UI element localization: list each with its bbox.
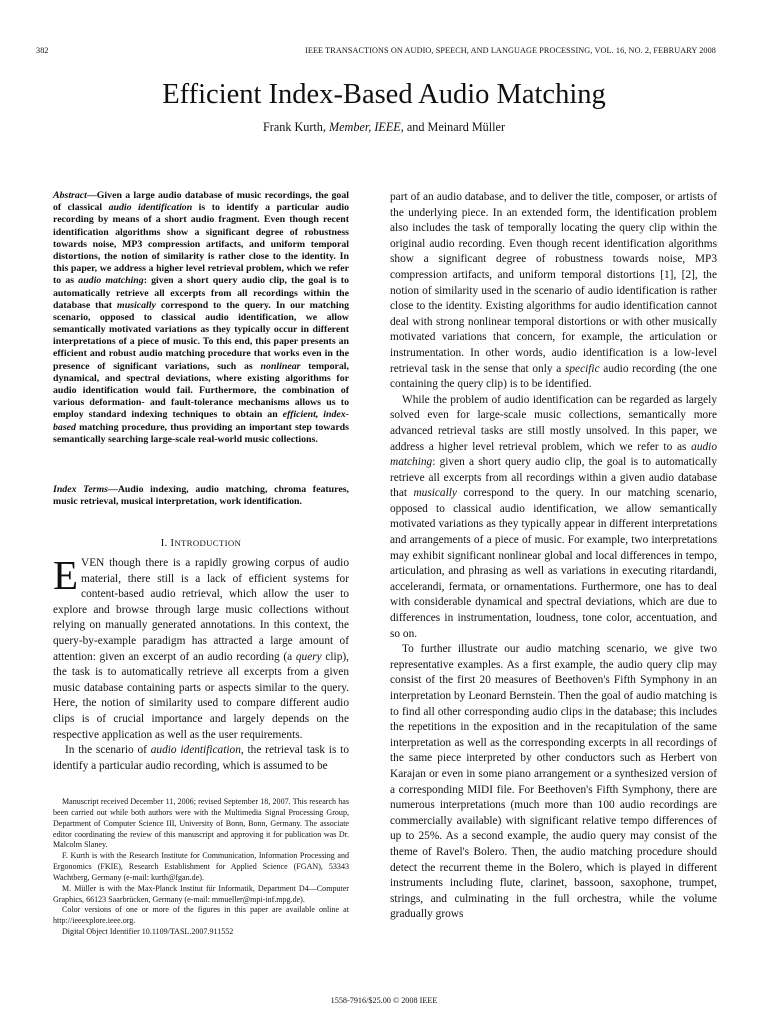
footnote-mueller: M. Müller is with the Max-Planck Institut für Informatik, Department D4—Computer Graphics, 66123 Saarbrücken, Germany (e-mail: mmueller@mpi-inf.mpg.de).: [53, 883, 349, 904]
right-paragraph-3: To further illustrate our audio matching scenario, we give two representative examples. As a first example, the audio query clip may consist of the first 20 measures of Beethoven's Fifth Symphony in an interpretation by Leonard Bernstein. Then the goal of audio matching is to find all other corresponding audio clips in the database; this includes the repetitions in the exposition and in the recapitulation of the same interpretation as well as the corresponding excerpts in all recordings of the same piece interpreted by other conductors such as Herbert von Karajan or even in some piano arrangement or a synthesized version of a corresponding MIDI file. For Beethoven's Fifth Symphony, there are numerous interpretations (much more than 100 audio recordings are commercially available) with significant relative tempo differences of up to 25%. As a second example, the audio query may consist of the theme of Ravel's Bolero. Then, the audio matching procedure should detect the recurrent theme in the Bolero, which is played in different instruments including flute, clarinet, bassoon, saxophone, trumpet, strings, and culminating in the full orchestra, while the volume gradually grows: [390, 643, 717, 921]
index-terms: [53, 484, 349, 509]
body-text: While the problem of audio identification can be regarded as largely solved even for large-scale music collections, semantically more advanced retrieval tasks are still mostly unsolved. In this paper, we address a higher level retrieval problem, which we refer to as: [390, 393, 717, 453]
section-initial: I: [170, 538, 175, 549]
body-text: audio recording (the one containing the query clip) is to be identified.: [390, 362, 717, 391]
body-emphasis: musically: [413, 487, 457, 500]
footnote-kurth: F. Kurth is with the Research Institute for Communication, Information Processing and Ergonomics (FKIE), Research Establishment for Applied Science (FGAN), 53343 Wachtberg, Germany (e-mail: kurth@fgan.de).: [53, 851, 349, 882]
introduction-text: [53, 552, 349, 774]
intro-text: , the retrieval task is to identify a particular audio recording, which is assumed to be: [53, 744, 349, 772]
abstract: [53, 190, 349, 446]
abstract-emphasis: efficient, index-based: [53, 409, 349, 433]
section-title-rest: NTRODUCTION: [174, 538, 242, 548]
abstract-text: is to identify a particular audio recording by means of a short audio fragment. Even though recent identification algorithms show a significant degree of robustness towards noise, MP3 compression artifacts, and uniform temporal distortions, the notion of similarity is rather close to the identity. In this paper, we address a higher level retrieval problem, which we refer to as: [53, 202, 350, 287]
journal-name: IEEE TRANSACTIONS ON AUDIO, SPEECH, AND LANGUAGE PROCESSING, VOL. 16, NO. 2, FEBRUARY 2008: [305, 46, 716, 55]
author-mueller: Meinard Müller: [427, 120, 506, 134]
author-kurth: Frank Kurth,: [262, 120, 326, 134]
abstract-text: : given a short query audio clip, the goal is to automatically retrieve all excerpts from all recordings within the database that: [53, 275, 350, 311]
section-heading-introduction: [53, 538, 349, 549]
body-text: part of an audio database, and to deliver the title, composer, or artists of the underlying piece. In an extended form, the identification problem also includes the task of temporally locating the query clip within the original audio recording. Even though recent identification algorithms show a significant degree of robustness towards noise, MP3 compression artifacts, and uniform temporal distortions [1], [2], the notion of similarity used in the scenario of audio identification is rather close to the identity. Existing algorithms for audio identification cannot deal with strong nonlinear temporal distortions or with other musically motivated variations that concern, for example, the articulation or instrumentation. In other words, audio identification is a low-level retrieval task in the sense that only a: [390, 191, 717, 375]
body-text: : given a short query audio clip, the goal is to automatically retrieve all excerpts from all recordings within a given audio database that: [390, 456, 717, 500]
abstract-emphasis: audio identification: [108, 202, 193, 214]
footnotes: [53, 797, 349, 938]
body-emphasis: audio matching: [390, 440, 717, 469]
body-text: correspond to the query. In our matching scenario, opposed to classical audio identification, we allow semantically motivated variations as they typically appear in different interpretations and arrangements of a piece of music. For example, two interpretations may exhibit significant nonlinear global and local differences in tempo, articulation, and phrasing as well as variations in executing ritardandi, accelerandi, fermata, or ornamentations. Furthermore, one has to deal with considerable dynamical and spectral deviations, which are due to differences in instrumentation, loudness, tone color, accentuation, and so on.: [390, 487, 717, 640]
footnote-color: Color versions of one or more of the figures in this paper are available online at http://ieeexplore.ieee.org.: [53, 905, 349, 926]
intro-paragraph-1: [53, 552, 349, 743]
drop-cap: E: [53, 552, 79, 598]
right-column-text: [390, 190, 717, 923]
abstract-text: temporal, dynamical, and spectral deviations, where existing algorithms for audio identification would fail. Furthermore, the combination of various deformation- and fault-tolerance mechanisms allows us to employ standard indexing techniques to obtain an: [53, 360, 349, 421]
intro-text: VEN though there is a rapidly growing corpus of audio material, there still is a lack of efficient systems for content-based audio retrieval, which allow the user to explore and browse through large music collections without relying on manually generated annotations. In this context, the query-by-example paradigm has attracted a large amount of attention: given an excerpt of an audio recording (a: [53, 557, 349, 663]
section-number: I.: [160, 538, 171, 549]
right-paragraph-1: [390, 190, 717, 393]
author-line: [0, 120, 768, 135]
footer-copyright: 1558-7916/$25.00 © 2008 IEEE: [330, 996, 438, 1005]
paper-title: Efficient Index-Based Audio Matching: [162, 79, 606, 110]
footnote-manuscript: Manuscript received December 11, 2006; revised September 18, 2007. This research has been carried out while both authors were with the Multimedia Signal Processing Group, Department of Computer Science III, University of Bonn, Bonn, Germany. The associate editor coordinating the review of this manuscript and approving it for publication was Dr. Malcolm Slaney.: [53, 797, 349, 850]
intro-text: clip), the task is to automatically retrieve all excerpts from a given music database containing parts or aspects similar to the query. Here, the notion of similarity used to compare different audio clips is of crucial importance and largely depends on the respective application as well as the user requirements.: [53, 650, 349, 741]
page-number: 382: [36, 46, 49, 55]
abstract-emphasis: nonlinear: [260, 360, 301, 372]
abstract-emphasis: musically: [117, 299, 156, 311]
body-emphasis: specific: [564, 362, 600, 375]
abstract-text: correspond to the query. In our matching scenario, opposed to classical audio identification, we allow semantically motivated variations as they typically occur in different interpretations of a piece of music. To this end, this paper presents an efficient and robust audio matching procedure that works even in the presence of significant variations, such as: [53, 299, 349, 372]
footnote-doi: Digital Object Identifier 10.1109/TASL.2007.911552: [62, 927, 234, 937]
intro-paragraph-2: [53, 743, 349, 774]
abstract-emphasis: audio matching: [78, 275, 144, 287]
right-paragraph-2: [390, 393, 717, 643]
abstract-lead: Abstract: [53, 190, 87, 201]
author-kurth-role: Member, IEEE,: [329, 120, 404, 134]
abstract-dash: —: [86, 190, 97, 201]
abstract-text: matching procedure, thus providing an important step towards semantically searching large-scale real-world music collections.: [53, 421, 349, 445]
author-separator: and: [406, 120, 425, 134]
index-terms-lead: Index Terms: [53, 484, 108, 495]
intro-text: In the scenario of: [65, 744, 151, 757]
intro-emphasis: audio identification: [150, 744, 241, 757]
abstract-text: Given a large audio database of music recordings, the goal of classical: [53, 190, 349, 214]
index-terms-dash: —: [107, 484, 118, 495]
intro-emphasis: query: [295, 650, 322, 663]
index-terms-text: Audio indexing, audio matching, chroma features, music retrieval, musical interpretation, work identification.: [53, 484, 349, 508]
